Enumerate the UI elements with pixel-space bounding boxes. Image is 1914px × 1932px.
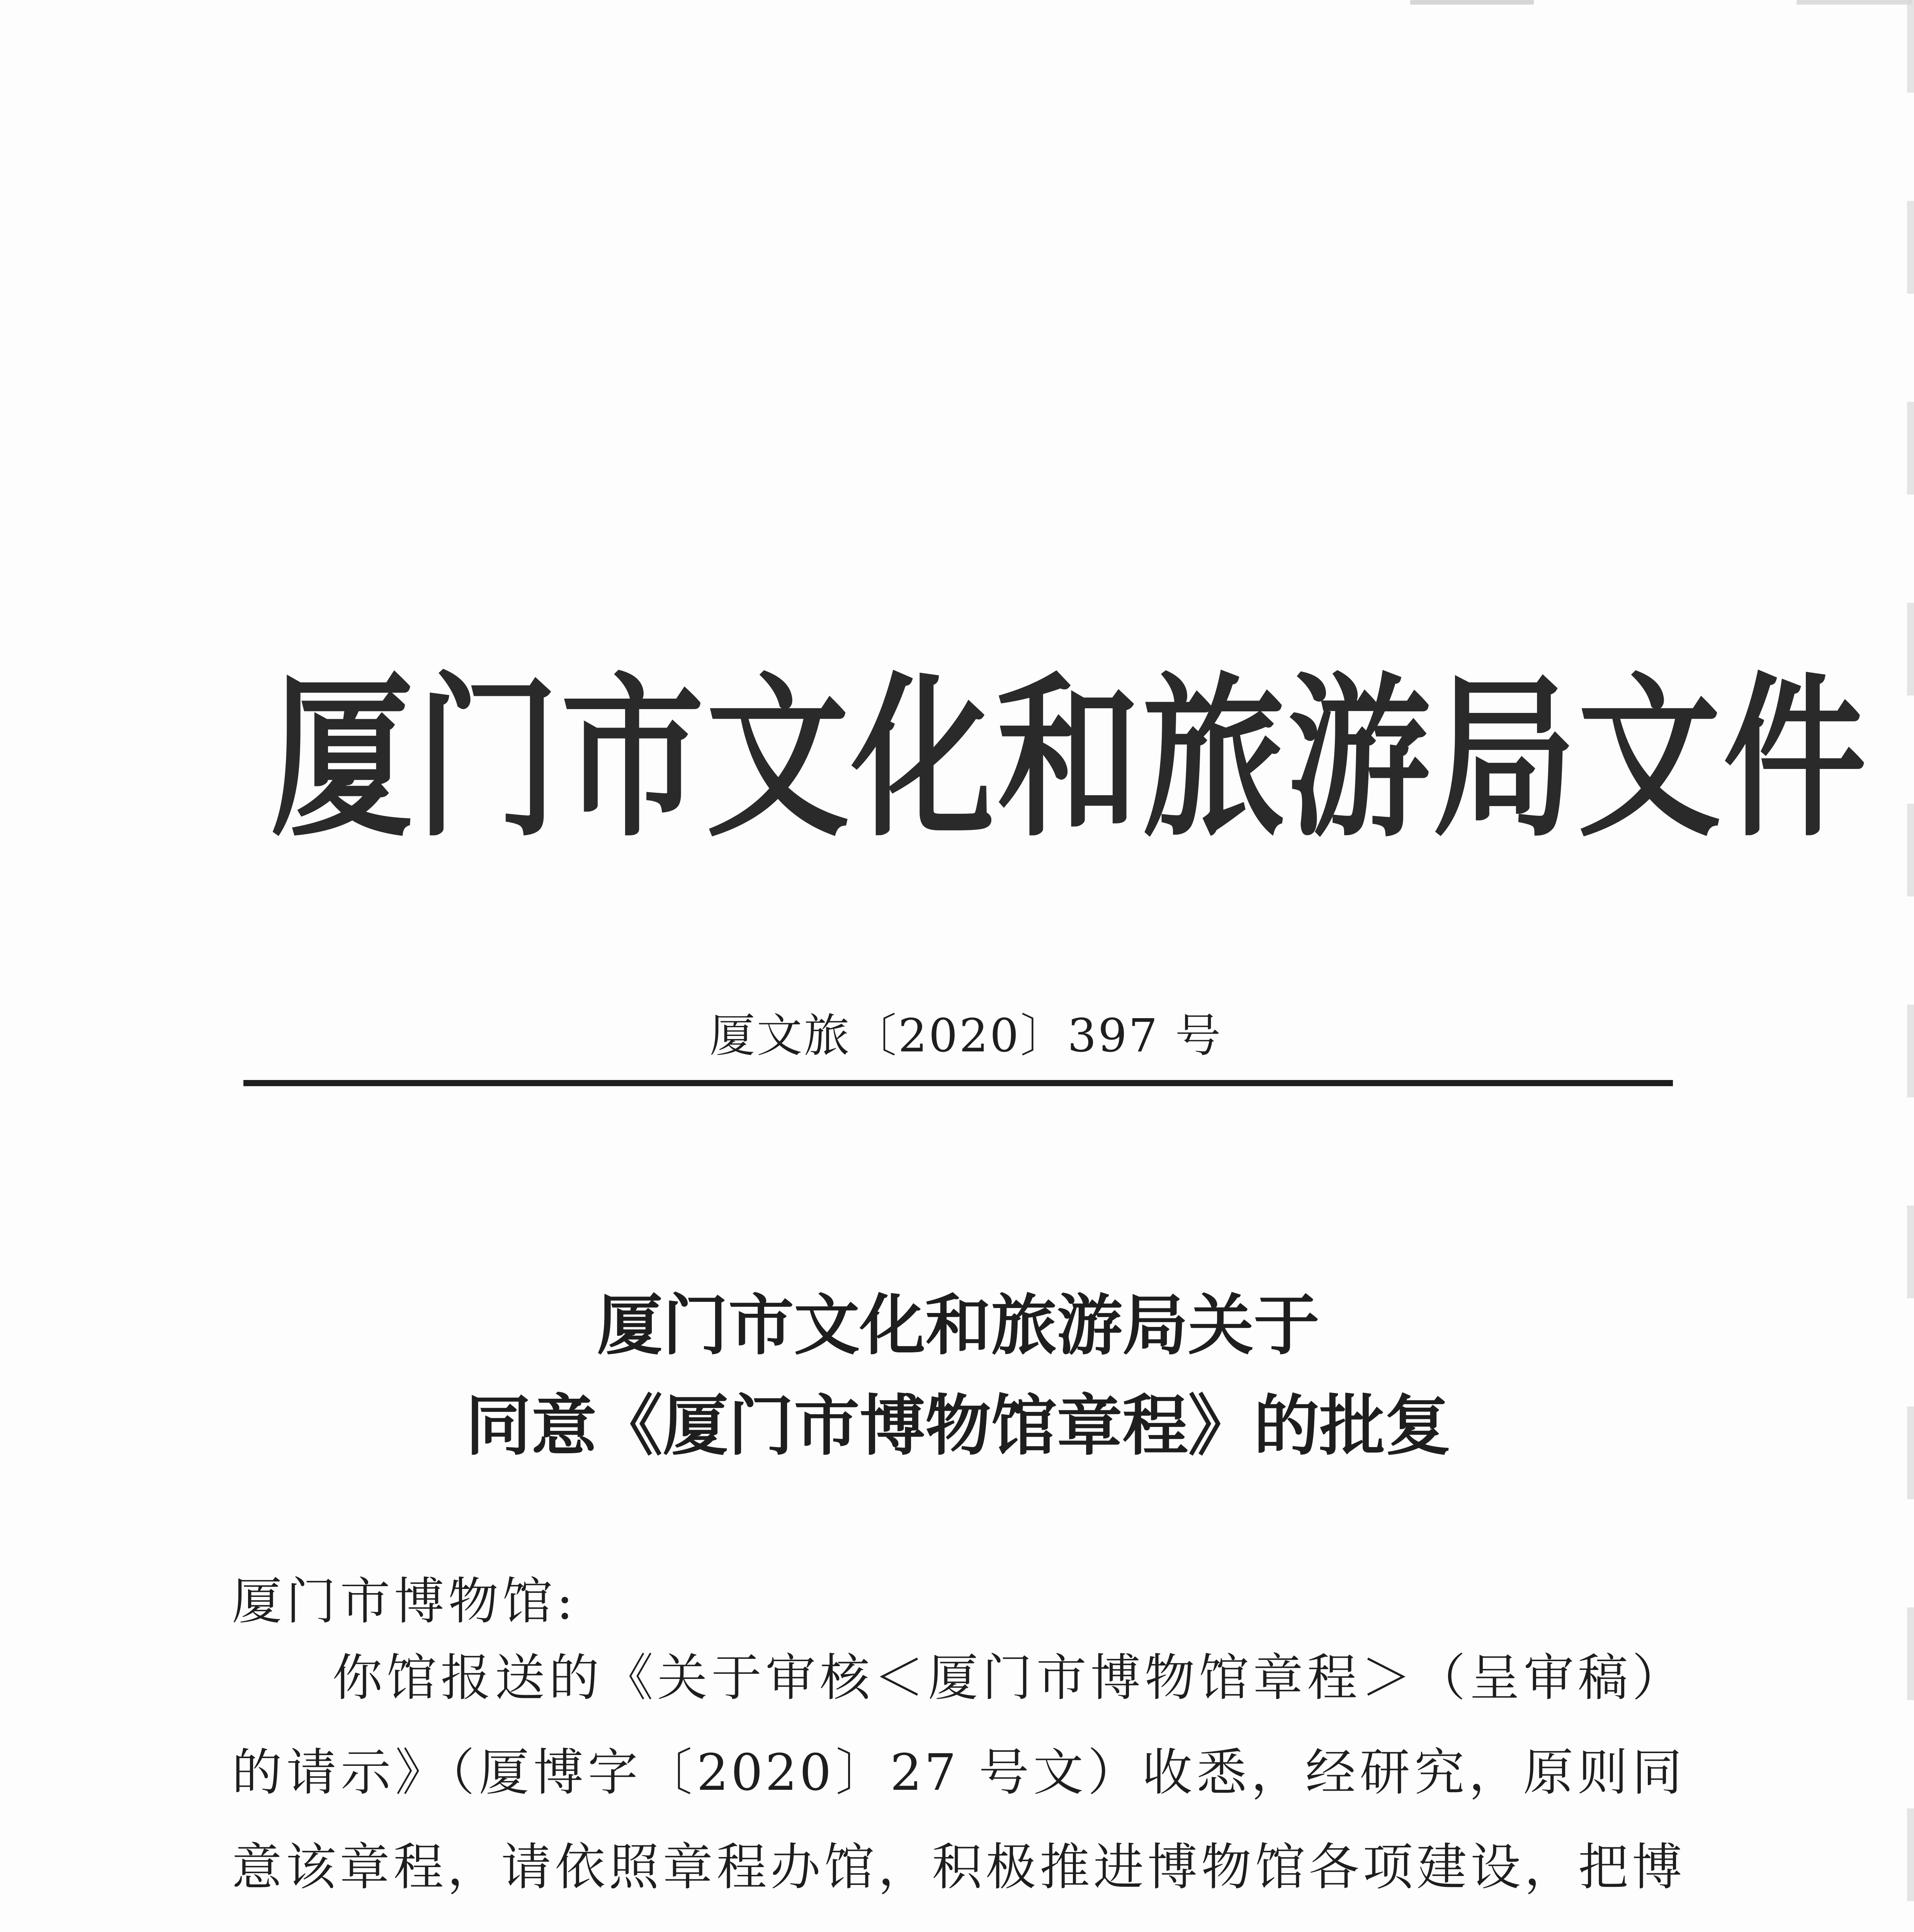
document-number: 厦文旅〔2020〕397 号 — [709, 1009, 1222, 1062]
body-paragraph: 你馆报送的《关于审核＜厦门市博物馆章程＞（呈审稿）的请示》（厦博字〔2020〕27 号文）收悉，经研究，原则同意该章程，请依照章程办馆，积极推进博物馆各项建设，把博 — [232, 1648, 1685, 1896]
body-text — [232, 1631, 1685, 1932]
scan-edge-top — [1410, 0, 1912, 5]
header-divider — [243, 1080, 1673, 1086]
scan-edge-right — [1907, 0, 1914, 1932]
title-line-1: 厦门市文化和旅游局关于 — [597, 1287, 1319, 1364]
document-title — [348, 1275, 1569, 1476]
issuer-header: 厦门市文化和旅游局文件 — [270, 656, 1868, 861]
title-line-2: 同意《厦门市博物馆章程》的批复 — [465, 1387, 1451, 1464]
addressee: 厦门市博物馆: — [232, 1572, 577, 1631]
